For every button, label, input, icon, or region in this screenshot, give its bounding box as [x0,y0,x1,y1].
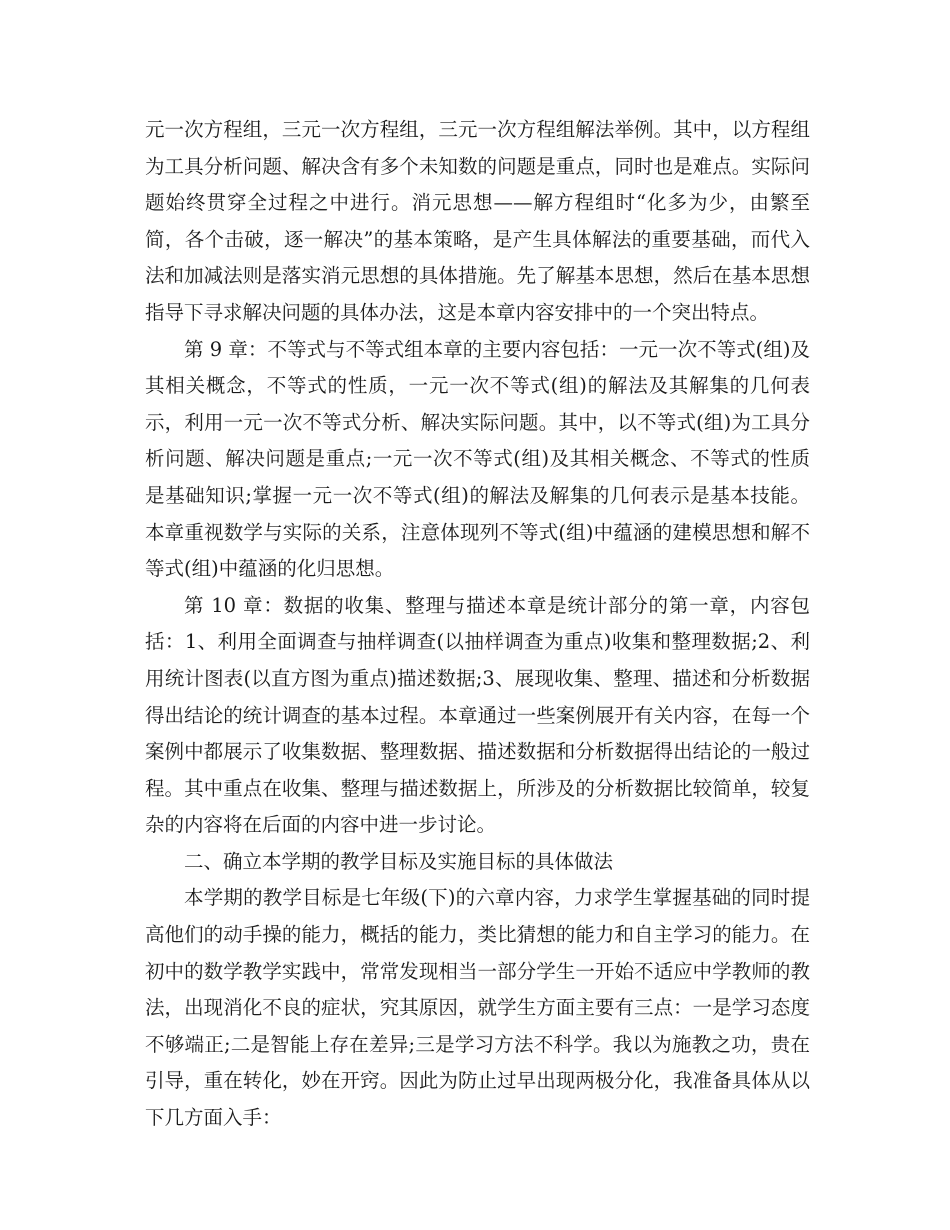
paragraph-chapter-10: 第 10 章：数据的收集、整理与描述本章是统计部分的第一章，内容包括：1、利用全面调查与抽样调查(以抽样调查为重点)收集和整理数据;2、利用统计图表(以直方图为重点)描述数据;3、展现收集、整理、描述和分析数据得出结论的统计调查的基本过程。本章通过一些案例展开有关内容，在每一个案例中都展示了收集数据、整理数据、描述数据和分析数据得出结论的一般过程。其中重点在收集、整理与描述数据上，所涉及的分析数据比较简单，较复杂的内容将在后面的内容中进一步讨论。 [145,593,810,837]
paragraph-teaching-goals: 本学期的教学目标是七年级(下)的六章内容，力求学生掌握基础的同时提高他们的动手操的能力，概括的能力，类比猜想的能力和自主学习的能力。在初中的数学教学实践中，常常发现相当一部分学生一开始不适应中学教师的教法，出现消化不良的症状，究其原因，就学生方面主要有三点：一是学习态度不够端正;二是智能上存在差异;三是学习方法不科学。我以为施教之功，贵在引导，重在转化，妙在开窍。因此为防止过早出现两极分化，我准备具体从以下几方面入手： [145,886,810,1130]
paragraph-chapter-9: 第 9 章：不等式与不等式组本章的主要内容包括：一元一次不等式(组)及其相关概念，不等式的性质，一元一次不等式(组)的解法及其解集的几何表示，利用一元一次不等式分析、解决实际问题。其中，以不等式(组)为工具分析问题、解决问题是重点;一元一次不等式(组)及其相关概念、不等式的性质是基础知识;掌握一元一次不等式(组)的解法及解集的几何表示是基本技能。本章重视数学与实际的关系，注意体现列不等式(组)中蕴涵的建模思想和解不等式(组)中蕴涵的化归思想。 [145,337,810,581]
section-heading: 二、确立本学期的教学目标及实施目标的具体做法 [184,849,614,873]
document-body [145,112,810,1137]
paragraph-continuation: 元一次方程组，三元一次方程组，三元一次方程组解法举例。其中，以方程组为工具分析问题、解决含有多个未知数的问题是重点，同时也是难点。实际问题始终贯穿全过程之中进行。消元思想——解方程组时“化多为少，由繁至简，各个击破，逐一解决”的基本策略，是产生具体解法的重要基础，而代入法和加减法则是落实消元思想的具体措施。先了解基本思想，然后在基本思想指导下寻求解决问题的具体办法，这是本章内容安排中的一个突出特点。 [145,118,810,324]
